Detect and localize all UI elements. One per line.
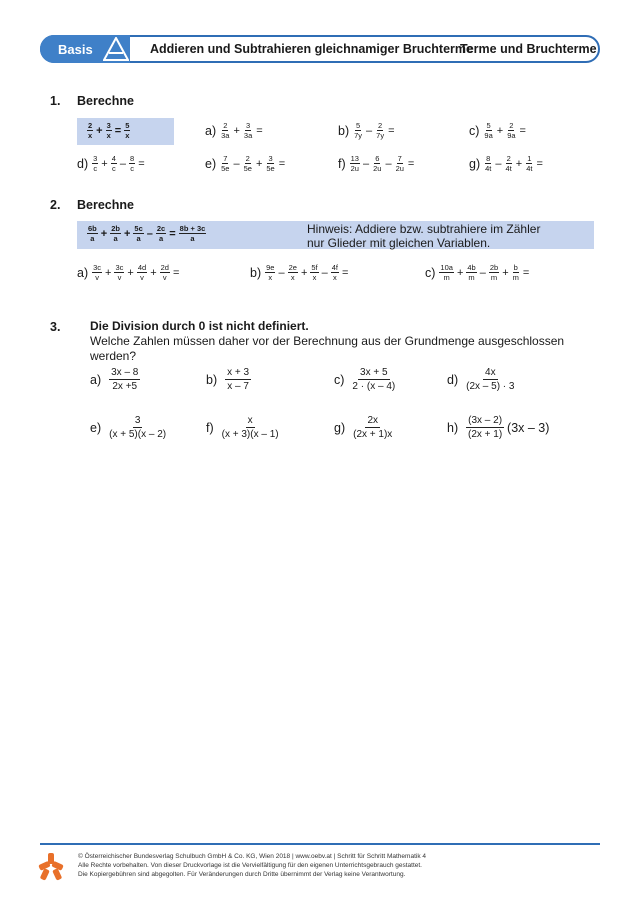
fraction: $\frac{13}{2u}$ bbox=[350, 154, 359, 173]
equals-sign: = bbox=[407, 157, 415, 170]
fraction: $\frac{4}{c}$ bbox=[111, 154, 116, 173]
fraction: $\frac{8}{4t}$ bbox=[485, 154, 492, 173]
task-label: c) bbox=[469, 123, 480, 138]
equals-sign: = bbox=[522, 266, 530, 279]
section-3-task-h bbox=[447, 414, 552, 441]
section-1-task-b bbox=[338, 121, 397, 140]
equals-sign: = bbox=[278, 157, 286, 170]
section-1-task-a bbox=[205, 121, 265, 140]
section-3-number: 3. bbox=[50, 320, 61, 334]
equals-sign: = bbox=[256, 124, 263, 137]
section-1-example: $\frac{2}{x}$ + $\frac{3}{x}$ = $\frac{5}{x}$ bbox=[88, 121, 130, 140]
fraction: $\frac{2x}{(2x + 1)x}$ bbox=[353, 415, 393, 440]
level-triangle-icon bbox=[103, 37, 129, 61]
section-2-title: Berechne bbox=[77, 198, 134, 212]
fraction: $\frac{2b}{a}$ bbox=[111, 224, 120, 243]
operator: + bbox=[502, 266, 509, 279]
equals-sign: = bbox=[169, 227, 176, 240]
section-3-question-line-2: werden? bbox=[90, 349, 137, 363]
operator: + bbox=[150, 266, 157, 279]
section-3-task-f bbox=[206, 414, 279, 441]
task-label: f) bbox=[338, 156, 346, 171]
section-1-title: Berechne bbox=[77, 94, 134, 108]
fraction: $\frac{2e}{x}$ bbox=[288, 263, 297, 282]
operator: + bbox=[255, 157, 263, 170]
fraction: $\frac{5}{7y}$ bbox=[354, 121, 363, 140]
operator: + bbox=[496, 124, 504, 137]
section-3-task-d bbox=[447, 366, 514, 393]
fraction: $\frac{8}{c}$ bbox=[130, 154, 135, 173]
task-label: a) bbox=[77, 265, 89, 280]
fraction: $\frac{b}{m}$ bbox=[512, 263, 519, 282]
operator: – bbox=[366, 124, 373, 137]
fraction: $\frac{x}{(x + 3)(x - 1)}$ bbox=[221, 415, 279, 440]
fraction: $\frac{3x - 8}{2x +5}$ bbox=[111, 367, 139, 392]
task-label: c) bbox=[334, 372, 345, 387]
footer-line-1: © Österreichischer Bundesverlag Schulbuch GmbH & Co. KG, Wien 2018 | www.oebv.at | Schritt für Schritt Mathematik 4 bbox=[78, 853, 426, 860]
section-2-number: 2. bbox=[50, 198, 61, 212]
section-3-task-a bbox=[90, 366, 140, 393]
task-label: b) bbox=[206, 372, 218, 387]
section-1-task-c bbox=[469, 121, 528, 140]
section-3-task-e bbox=[90, 414, 166, 441]
equals-sign: = bbox=[388, 124, 395, 137]
task-label: c) bbox=[425, 265, 436, 280]
section-3-task-b bbox=[206, 366, 251, 393]
publisher-logo-icon bbox=[38, 851, 64, 881]
section-1-number: 1. bbox=[50, 94, 61, 108]
section-2-example bbox=[86, 224, 207, 243]
fraction: $\frac{4f}{x}$ bbox=[331, 263, 339, 282]
section-3-question-line-1: Welche Zahlen müssen daher vor der Berechnung aus der Grundmenge ausgeschlossen bbox=[90, 334, 565, 348]
hint-line-1: Hinweis: Addiere bzw. subtrahiere im Zähler bbox=[307, 222, 541, 236]
section-1-task-d bbox=[77, 154, 147, 173]
operator: + bbox=[515, 157, 523, 170]
fraction: $\frac{4b}{m}$ bbox=[467, 263, 476, 282]
section-3-title: Die Division durch 0 ist nicht definiert. bbox=[90, 319, 309, 333]
operator: + bbox=[233, 124, 240, 137]
operator: + bbox=[123, 227, 131, 240]
footer-line-2: Alle Rechte vorbehalten. Von dieser Druckvorlage ist die Vervielfältigung für den eigenen Unterrichtsgebrauch gestattet. bbox=[78, 862, 422, 869]
operator: – bbox=[146, 227, 153, 240]
equals-sign: = bbox=[536, 157, 543, 170]
task-label: e) bbox=[90, 420, 102, 435]
fraction: $\frac{7}{2u}$ bbox=[395, 154, 404, 173]
task-label: d) bbox=[77, 156, 89, 171]
fraction: $\frac{2b}{m}$ bbox=[489, 263, 499, 282]
operator: – bbox=[321, 266, 328, 279]
task-label: d) bbox=[447, 372, 459, 387]
fraction: $\frac{2c}{a}$ bbox=[156, 224, 166, 243]
fraction: $\frac{2}{3a}$ bbox=[221, 121, 230, 140]
section-1-task-e bbox=[205, 154, 287, 173]
equals-sign: = bbox=[138, 157, 145, 170]
task-label: g) bbox=[469, 156, 481, 171]
operator: – bbox=[479, 266, 486, 279]
operator: + bbox=[105, 266, 112, 279]
footer-line-3: Die Kopiergebühren sind abgegolten. Für Veränderungen durch Dritte übernimmt der Verlag keine Verantwortung. bbox=[78, 871, 406, 878]
worksheet-topic: Terme und Bruchterme bbox=[460, 42, 597, 56]
fraction: $\frac{2}{7y}$ bbox=[376, 121, 385, 140]
task-label: a) bbox=[205, 123, 217, 138]
section-1-task-f bbox=[338, 154, 416, 173]
worksheet-title: Addieren und Subtrahieren gleichnamiger Bruchterme bbox=[150, 42, 473, 56]
fraction: $\frac{3}{3a}$ bbox=[243, 121, 253, 140]
section-3-task-g bbox=[334, 414, 392, 441]
fraction: $\frac{5}{9a}$ bbox=[484, 121, 493, 140]
fraction: $\frac{2d}{v}$ bbox=[160, 263, 169, 282]
fraction: $\frac{6}{2u}$ bbox=[373, 154, 382, 173]
fraction: $\frac{10a}{m}$ bbox=[440, 263, 453, 282]
operator: – bbox=[362, 157, 370, 170]
fraction: $\frac{2}{5e}$ bbox=[243, 154, 252, 173]
fraction: $\frac{3}{c}$ bbox=[93, 154, 98, 173]
fraction: $\frac{6b}{a}$ bbox=[88, 224, 97, 243]
fraction: $\frac{3}{(x + 5)(x - 2)}$ bbox=[109, 415, 167, 440]
footer-copyright bbox=[78, 852, 426, 879]
operator: + bbox=[456, 266, 464, 279]
equals-sign: = bbox=[342, 266, 349, 279]
operator: – bbox=[119, 157, 127, 170]
fraction: $\frac{2}{9a}$ bbox=[507, 121, 516, 140]
fraction: $\frac{(3x - 2)}{(2x + 1)}$ bbox=[467, 415, 503, 440]
operator: – bbox=[233, 157, 240, 170]
operator: – bbox=[385, 157, 392, 170]
equals-sign: = bbox=[519, 124, 526, 137]
fraction: $\frac{4x}{(2x - 5) \cdot 3}$ bbox=[466, 367, 515, 392]
fraction: $\frac{1}{4t}$ bbox=[526, 154, 533, 173]
section-2-task-b bbox=[250, 263, 350, 282]
section-2-task-c bbox=[425, 263, 531, 282]
operator: + bbox=[100, 227, 108, 240]
task-label: g) bbox=[334, 420, 346, 435]
footer-divider bbox=[40, 843, 600, 845]
task-label: h) bbox=[447, 420, 459, 435]
fraction: $\frac{4d}{v}$ bbox=[137, 263, 147, 282]
fraction: $\frac{3c}{v}$ bbox=[93, 263, 102, 282]
fraction: $\frac{7}{5e}$ bbox=[221, 154, 230, 173]
fraction: $\frac{8b + 3c}{a}$ bbox=[179, 224, 206, 243]
operator: – bbox=[495, 157, 502, 170]
level-badge-label: Basis bbox=[58, 42, 93, 57]
operator: + bbox=[127, 266, 134, 279]
section-3-task-c bbox=[334, 366, 395, 393]
task-label: b) bbox=[250, 265, 262, 280]
operator: + bbox=[101, 157, 108, 170]
equals-sign: = bbox=[172, 266, 180, 279]
task-label: f) bbox=[206, 420, 214, 435]
section-2-task-a bbox=[77, 263, 181, 282]
task-label: b) bbox=[338, 123, 350, 138]
hint-line-2: nur Glieder mit gleichen Variablen. bbox=[307, 236, 491, 250]
fraction: $\frac{3x + 5}{2 \cdot (x - 4)}$ bbox=[352, 367, 396, 392]
fraction: $\frac{3}{5e}$ bbox=[266, 154, 275, 173]
fraction: $\frac{9e}{x}$ bbox=[266, 263, 275, 282]
operator: – bbox=[278, 266, 285, 279]
operator: + bbox=[300, 266, 308, 279]
fraction: $\frac{2}{4t}$ bbox=[505, 154, 512, 173]
fraction: $\frac{3c}{v}$ bbox=[115, 263, 124, 282]
fraction: $\frac{5f}{x}$ bbox=[311, 263, 318, 282]
task-label: a) bbox=[90, 372, 102, 387]
fraction: $\frac{x + 3}{x - 7}$ bbox=[227, 367, 250, 392]
section-1-task-g bbox=[469, 154, 545, 173]
factor: (3x – 3) bbox=[507, 420, 550, 435]
fraction: $\frac{5c}{a}$ bbox=[134, 224, 143, 243]
task-label: e) bbox=[205, 156, 217, 171]
